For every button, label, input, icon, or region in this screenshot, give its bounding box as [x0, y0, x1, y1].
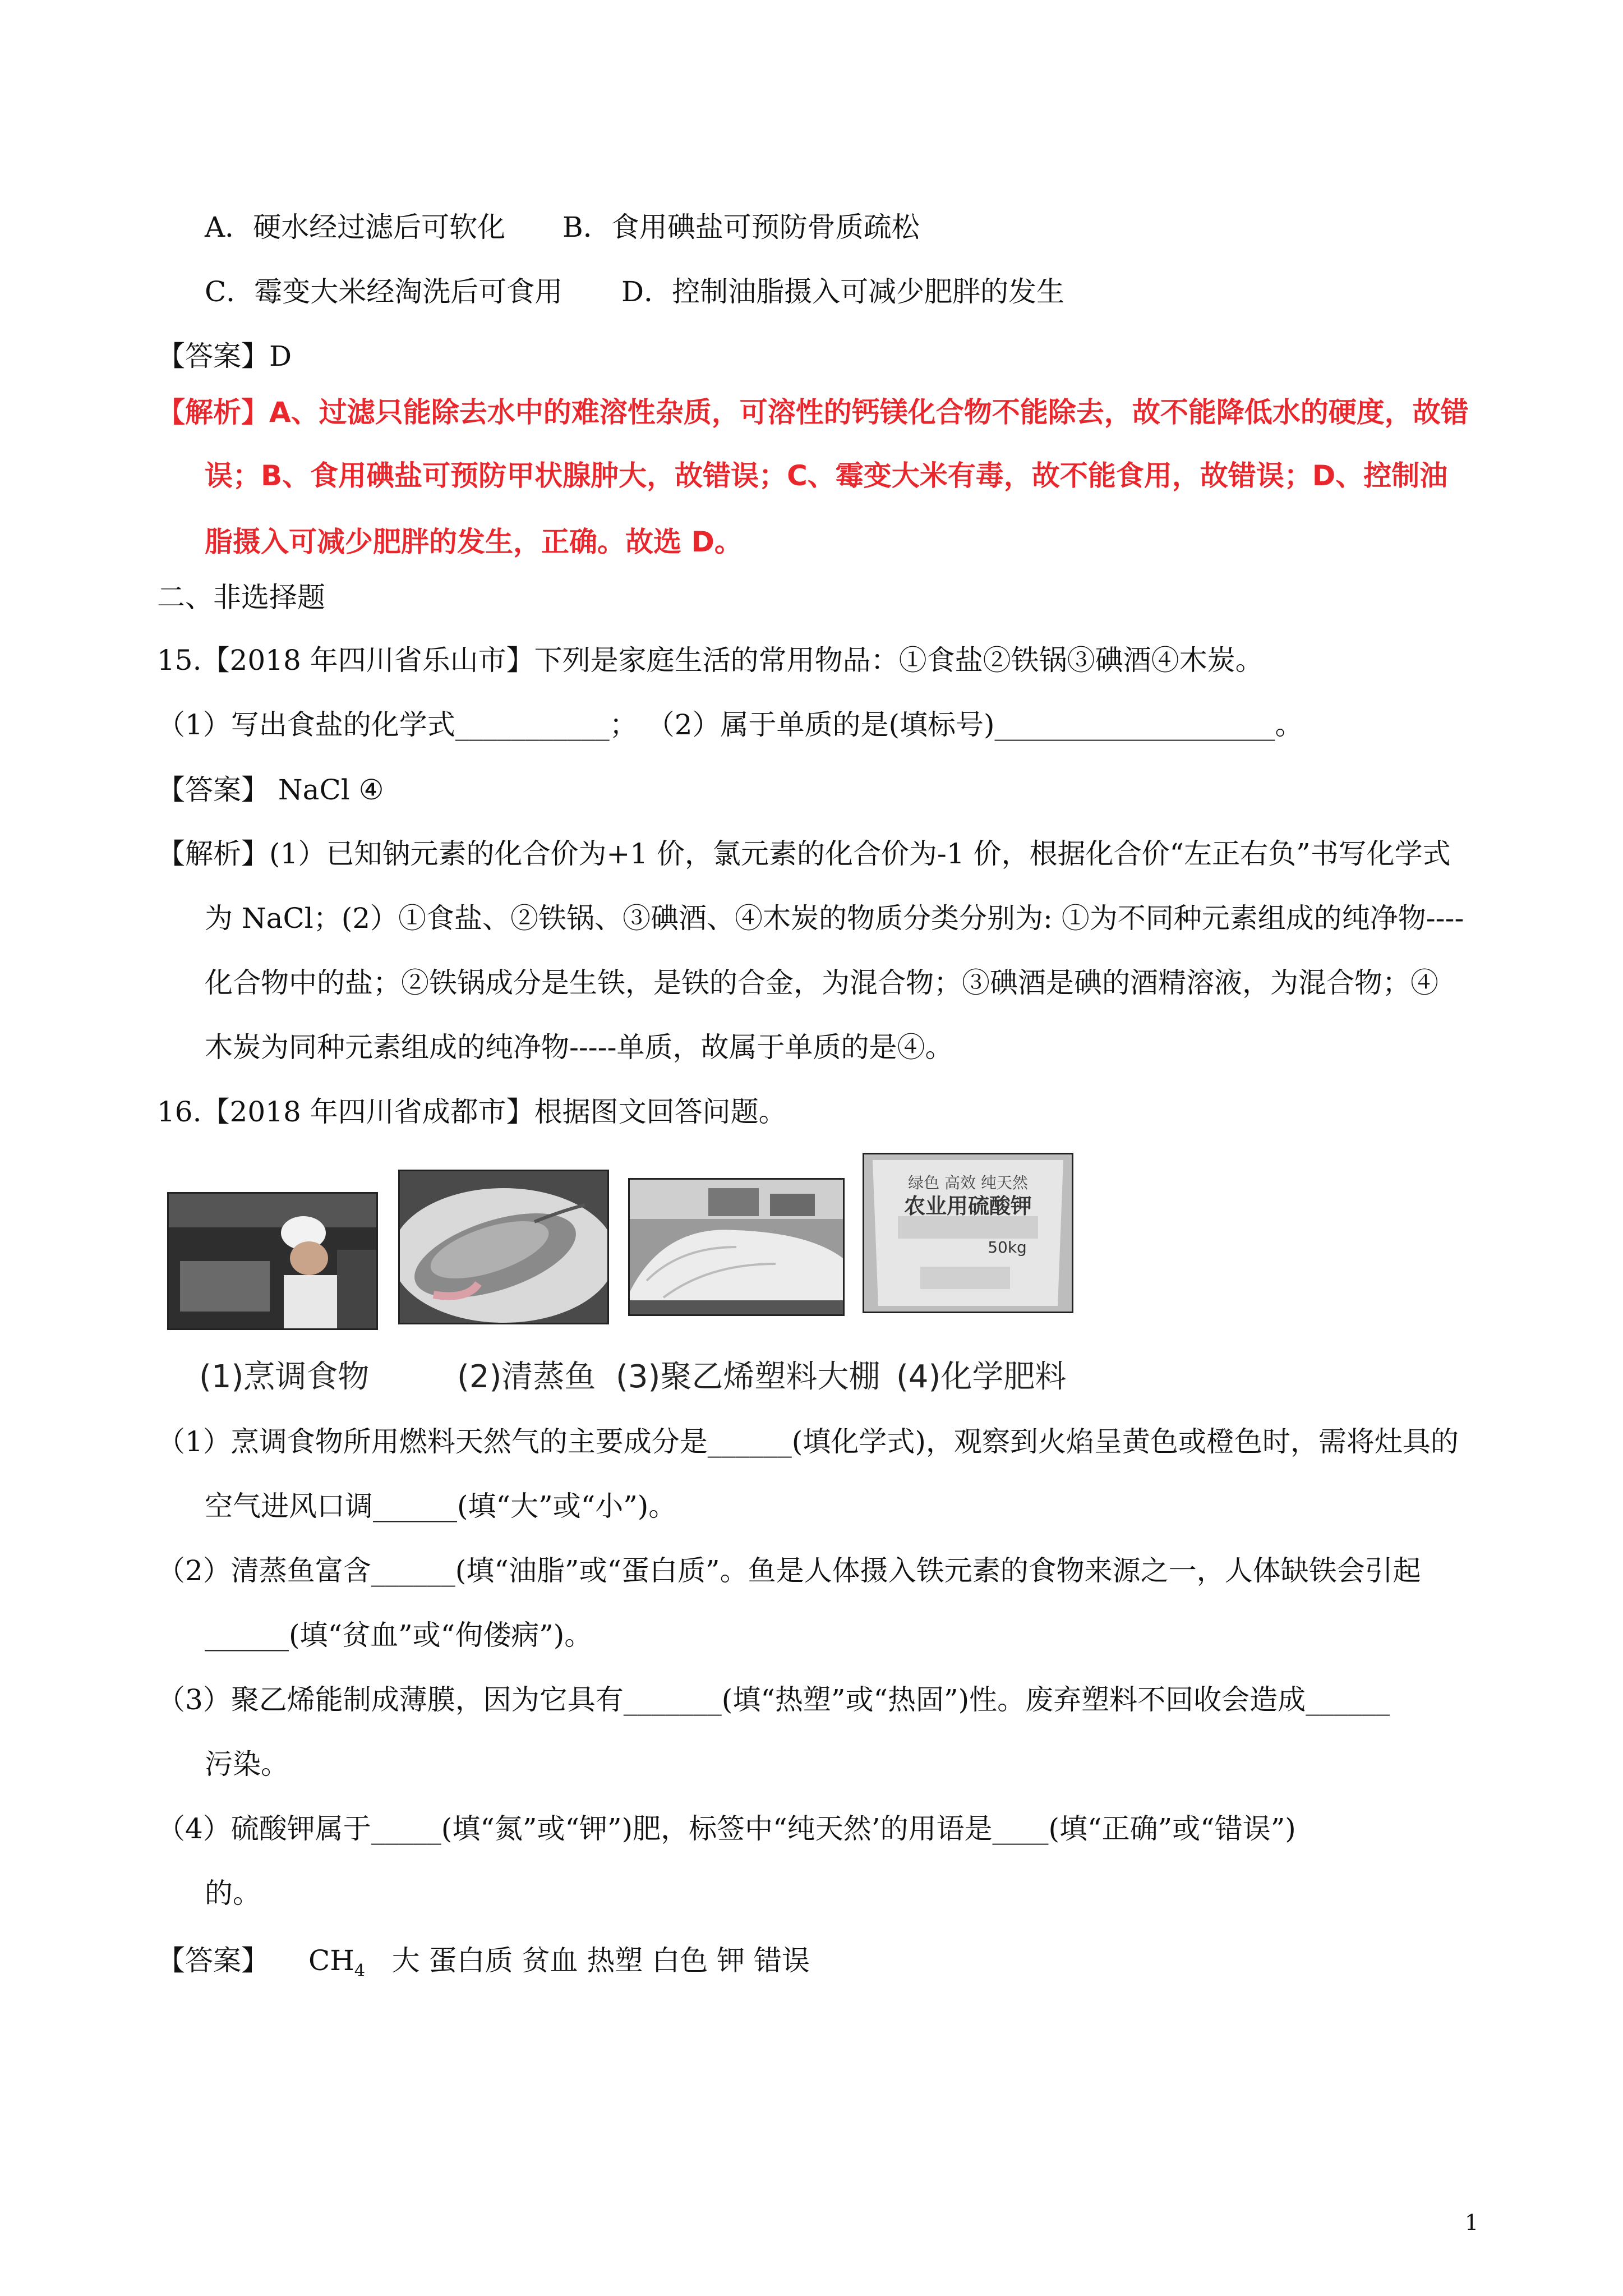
q16-part-2-line-2: ______(填“贫血”或“佝偻病”)。 [205, 1619, 593, 1651]
fertilizer-bag-slogan: 绿色 高效 纯天然 [908, 1174, 1028, 1192]
cooking-photo [167, 1192, 378, 1330]
steamed-fish-photo [398, 1170, 609, 1324]
q16-answer-ch4: $CH_4$ [308, 1944, 365, 1981]
fertilizer-bag-weight: 50kg [988, 1238, 1027, 1257]
q16-part-3-line-2: 污染。 [205, 1748, 289, 1780]
caption-greenhouse: (3)聚乙烯塑料大棚 [616, 1359, 880, 1395]
caption-fertilizer: (4)化学肥料 [896, 1359, 1067, 1395]
option-d: D．控制油脂摄入可减少肥胖的发生 [621, 275, 1065, 308]
q14-explanation-line-1: 【解析】A、过滤只能除去水中的难溶性杂质，可溶性的钙镁化合物不能除去，故不能降低水的硬度，故错 [157, 396, 1469, 429]
q14-answer: 【答案】D [157, 340, 292, 372]
caption-steamed-fish: (2)清蒸鱼 [457, 1359, 596, 1395]
q15-stem: 15.【2018 年四川省乐山市】下列是家庭生活的常用物品：①食盐②铁锅③碘酒④木炭。 [157, 644, 1264, 677]
q15-explanation-line-3: 化合物中的盐；②铁锅成分是生铁，是铁的合金，为混合物；③碘酒是碘的酒精溶液，为混合物；④ [205, 967, 1438, 999]
page-number: 1 [1465, 2210, 1479, 2235]
caption-cooking: (1)烹调食物 [199, 1359, 370, 1395]
greenhouse-photo [628, 1178, 845, 1316]
q15-explanation-line-4: 木炭为同种元素组成的纯净物-----单质，故属于单质的是④。 [205, 1031, 953, 1064]
q16-part-1-line-2: 空气进风口调______(填“大”或“小”)。 [205, 1490, 677, 1522]
fertilizer-bag-photo [863, 1153, 1073, 1313]
q15-sub: （1）写出食盐的化学式___________； （2）属于单质的是(填标号)____________________。 [157, 708, 1303, 741]
fertilizer-bag-title: 农业用硫酸钾 [903, 1194, 1032, 1218]
q15-explanation-line-1: 【解析】(1）已知钠元素的化合价为+1 价，氯元素的化合价为-1 价，根据化合价“左正右负”书写化学式 [157, 838, 1451, 870]
q16-part-2-line-1: （2）清蒸鱼富含______(填“油脂”或“蛋白质”。鱼是人体摄入铁元素的食物来源之一，人体缺铁会引起 [157, 1554, 1421, 1587]
section-title: 二、非选择题 [157, 581, 325, 614]
q16-answer-rest: 大 蛋白质 贫血 热塑 白色 钾 错误 [391, 1944, 810, 1977]
option-a: A．硬水经过滤后可软化 [205, 211, 506, 243]
q16-part-4-line-2: 的。 [205, 1877, 261, 1910]
q16-part-4-line-1: （4）硫酸钾属于_____(填“氮”或“钾”)肥，标签中“纯天然’的用语是____(填“正确”或“错误”) [157, 1812, 1296, 1845]
q16-part-3-line-1: （3）聚乙烯能制成薄膜，因为它具有_______(填“热塑”或“热固”)性。废弃塑料不回收会造成______ [157, 1683, 1390, 1716]
q16-stem: 16.【2018 年四川省成都市】根据图文回答问题。 [157, 1096, 787, 1128]
option-c: C．霉变大米经淘洗后可食用 [205, 275, 563, 308]
q14-explanation-line-2: 误；B、食用碘盐可预防甲状腺肿大，故错误；C、霉变大米有毒，故不能食用，故错误；D、控制油 [205, 459, 1448, 492]
q16-part-1-line-1: （1）烹调食物所用燃料天然气的主要成分是______(填化学式)，观察到火焰呈黄色或橙色时，需将灶具的 [157, 1425, 1459, 1458]
option-b: B．食用碘盐可预防骨质疏松 [562, 211, 920, 243]
q15-answer: 【答案】 NaCl ④ [157, 774, 384, 806]
q14-explanation-line-3: 脂摄入可减少肥胖的发生，正确。故选 D。 [205, 526, 743, 558]
q15-explanation-line-2: 为 NaCl；(2）①食盐、②铁锅、③碘酒、④木炭的物质分类分别为: ①为不同种元素组成的纯净物---- [205, 902, 1464, 935]
q16-answer [157, 1944, 810, 1988]
q16-answer-label: 【答案】 [157, 1944, 269, 1977]
